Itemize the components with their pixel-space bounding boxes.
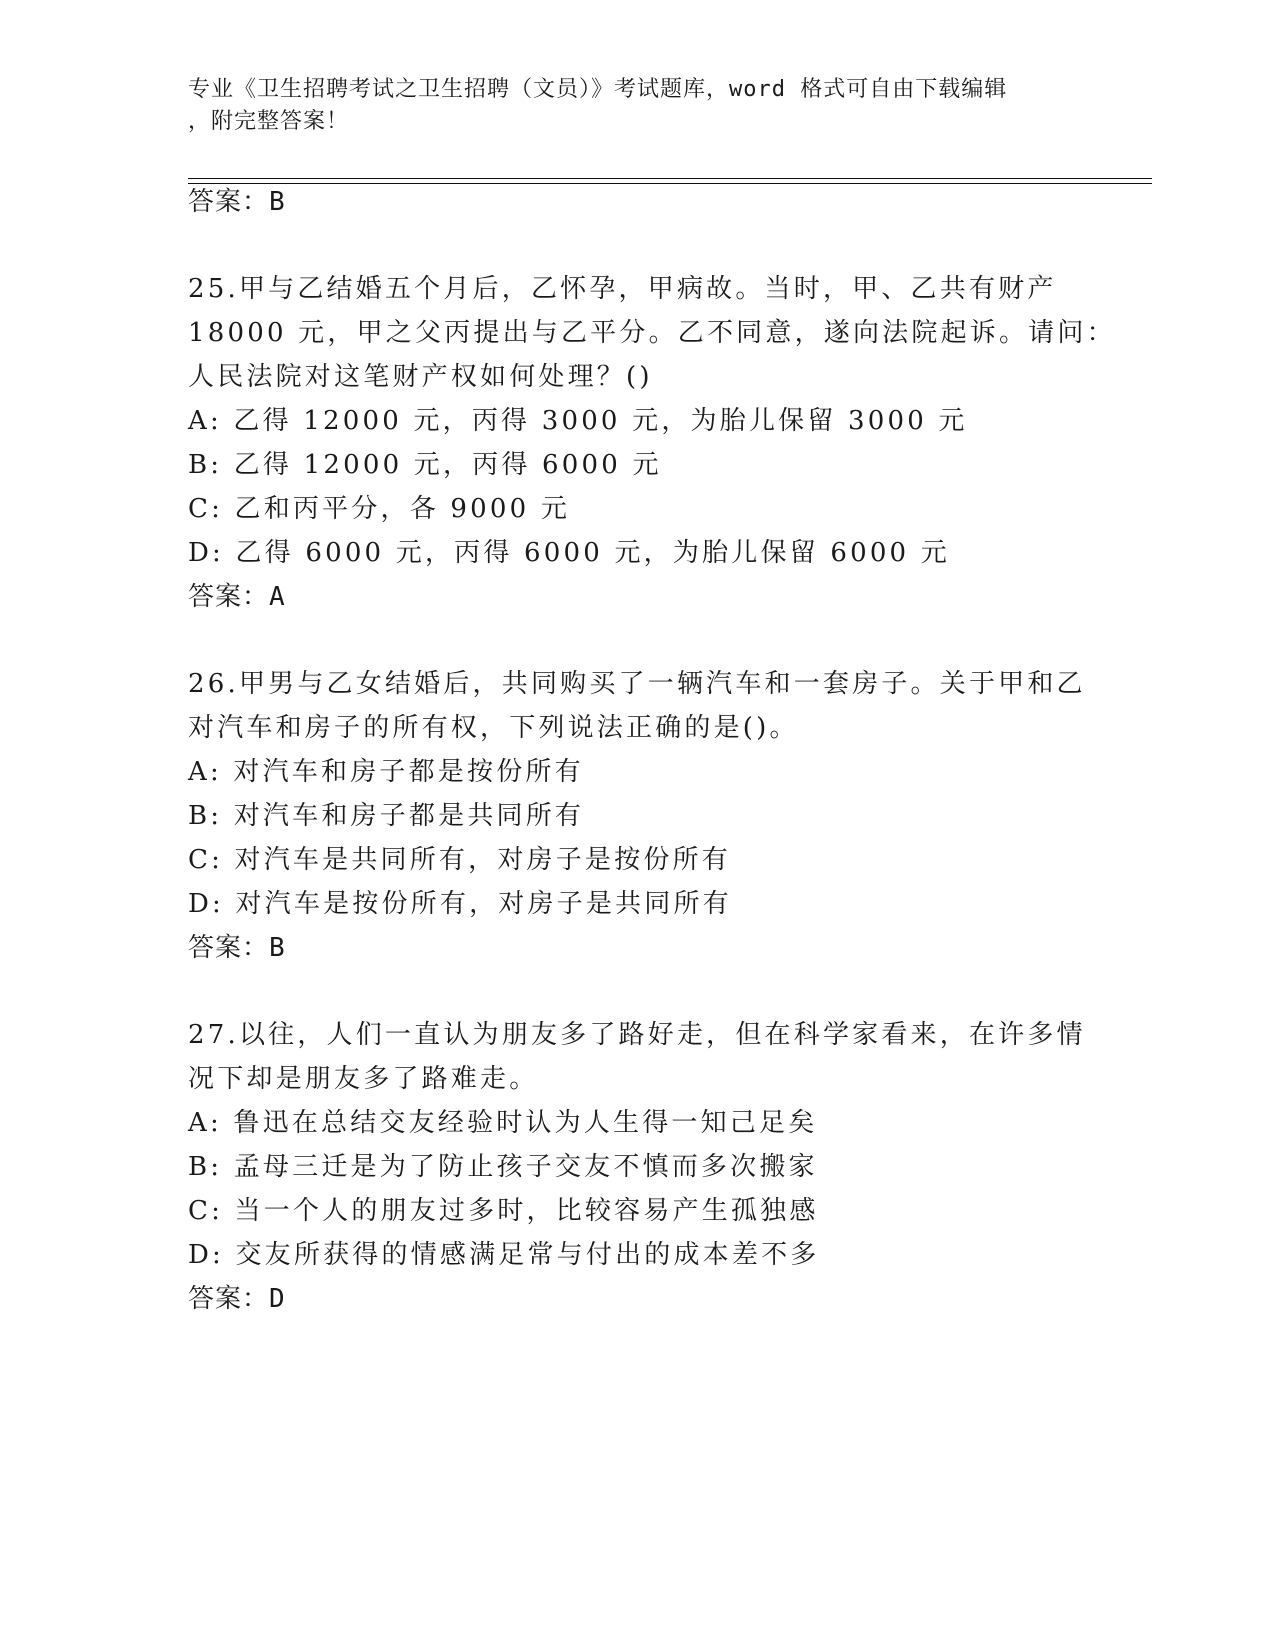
header-divider-top: [188, 178, 1152, 179]
question-27-answer: 答案：D: [188, 1284, 286, 1314]
question-27-option-d: D: 交友所获得的情感满足常与付出的成本差不多: [188, 1240, 820, 1270]
question-27-option-b: B: 孟母三迁是为了防止孩子交友不慎而多次搬家: [188, 1152, 818, 1182]
question-25-option-b: B: 乙得 12000 元，丙得 6000 元: [188, 450, 662, 480]
question-26-stem-line-1: 26.甲男与乙女结婚后，共同购买了一辆汽车和一套房子。关于甲和乙: [188, 669, 1086, 699]
answer-prev: 答案：B: [188, 187, 286, 217]
question-27-stem-line-1: 27.以往，人们一直认为朋友多了路好走，但在科学家看来，在许多情: [188, 1020, 1086, 1050]
header-line-2: ，附完整答案！: [188, 109, 350, 134]
question-25-option-a: A: 乙得 12000 元，丙得 3000 元，为胎儿保留 3000 元: [188, 406, 968, 436]
question-26-option-a: A: 对汽车和房子都是按份所有: [188, 757, 584, 787]
question-26-option-c: C: 对汽车是共同所有，对房子是按份所有: [188, 845, 731, 875]
question-25-answer: 答案：A: [188, 582, 286, 612]
question-26-stem-line-2: 对汽车和房子的所有权，下列说法正确的是()。: [188, 713, 799, 743]
question-26-option-d: D: 对汽车是按份所有，对房子是共同所有: [188, 889, 732, 919]
document-header: [188, 74, 1088, 138]
question-27-option-a: A: 鲁迅在总结交友经验时认为人生得一知己足矣: [188, 1108, 818, 1138]
question-27-stem-line-2: 况下却是朋友多了路难走。: [188, 1064, 539, 1094]
question-25-stem-line-2: 18000 元，甲之父丙提出与乙平分。乙不同意，遂向法院起诉。请问：: [188, 318, 1116, 348]
question-25-option-d: D: 乙得 6000 元，丙得 6000 元，为胎儿保留 6000 元: [188, 538, 950, 568]
question-26-option-b: B: 对汽车和房子都是共同所有: [188, 801, 585, 831]
question-26-answer: 答案：B: [188, 933, 286, 963]
header-divider-bottom: [188, 183, 1152, 184]
question-27-option-c: C: 当一个人的朋友过多时，比较容易产生孤独感: [188, 1196, 819, 1226]
question-25-option-c: C: 乙和丙平分，各 9000 元: [188, 494, 571, 524]
question-25-stem-line-3: 人民法院对这笔财产权如何处理？(): [188, 362, 653, 392]
header-line-1: 专业《卫生招聘考试之卫生招聘（文员）》考试题库，word 格式可自由下载编辑: [188, 77, 1008, 102]
question-25-stem-line-1: 25.甲与乙结婚五个月后，乙怀孕，甲病故。当时，甲、乙共有财产: [188, 274, 1057, 304]
